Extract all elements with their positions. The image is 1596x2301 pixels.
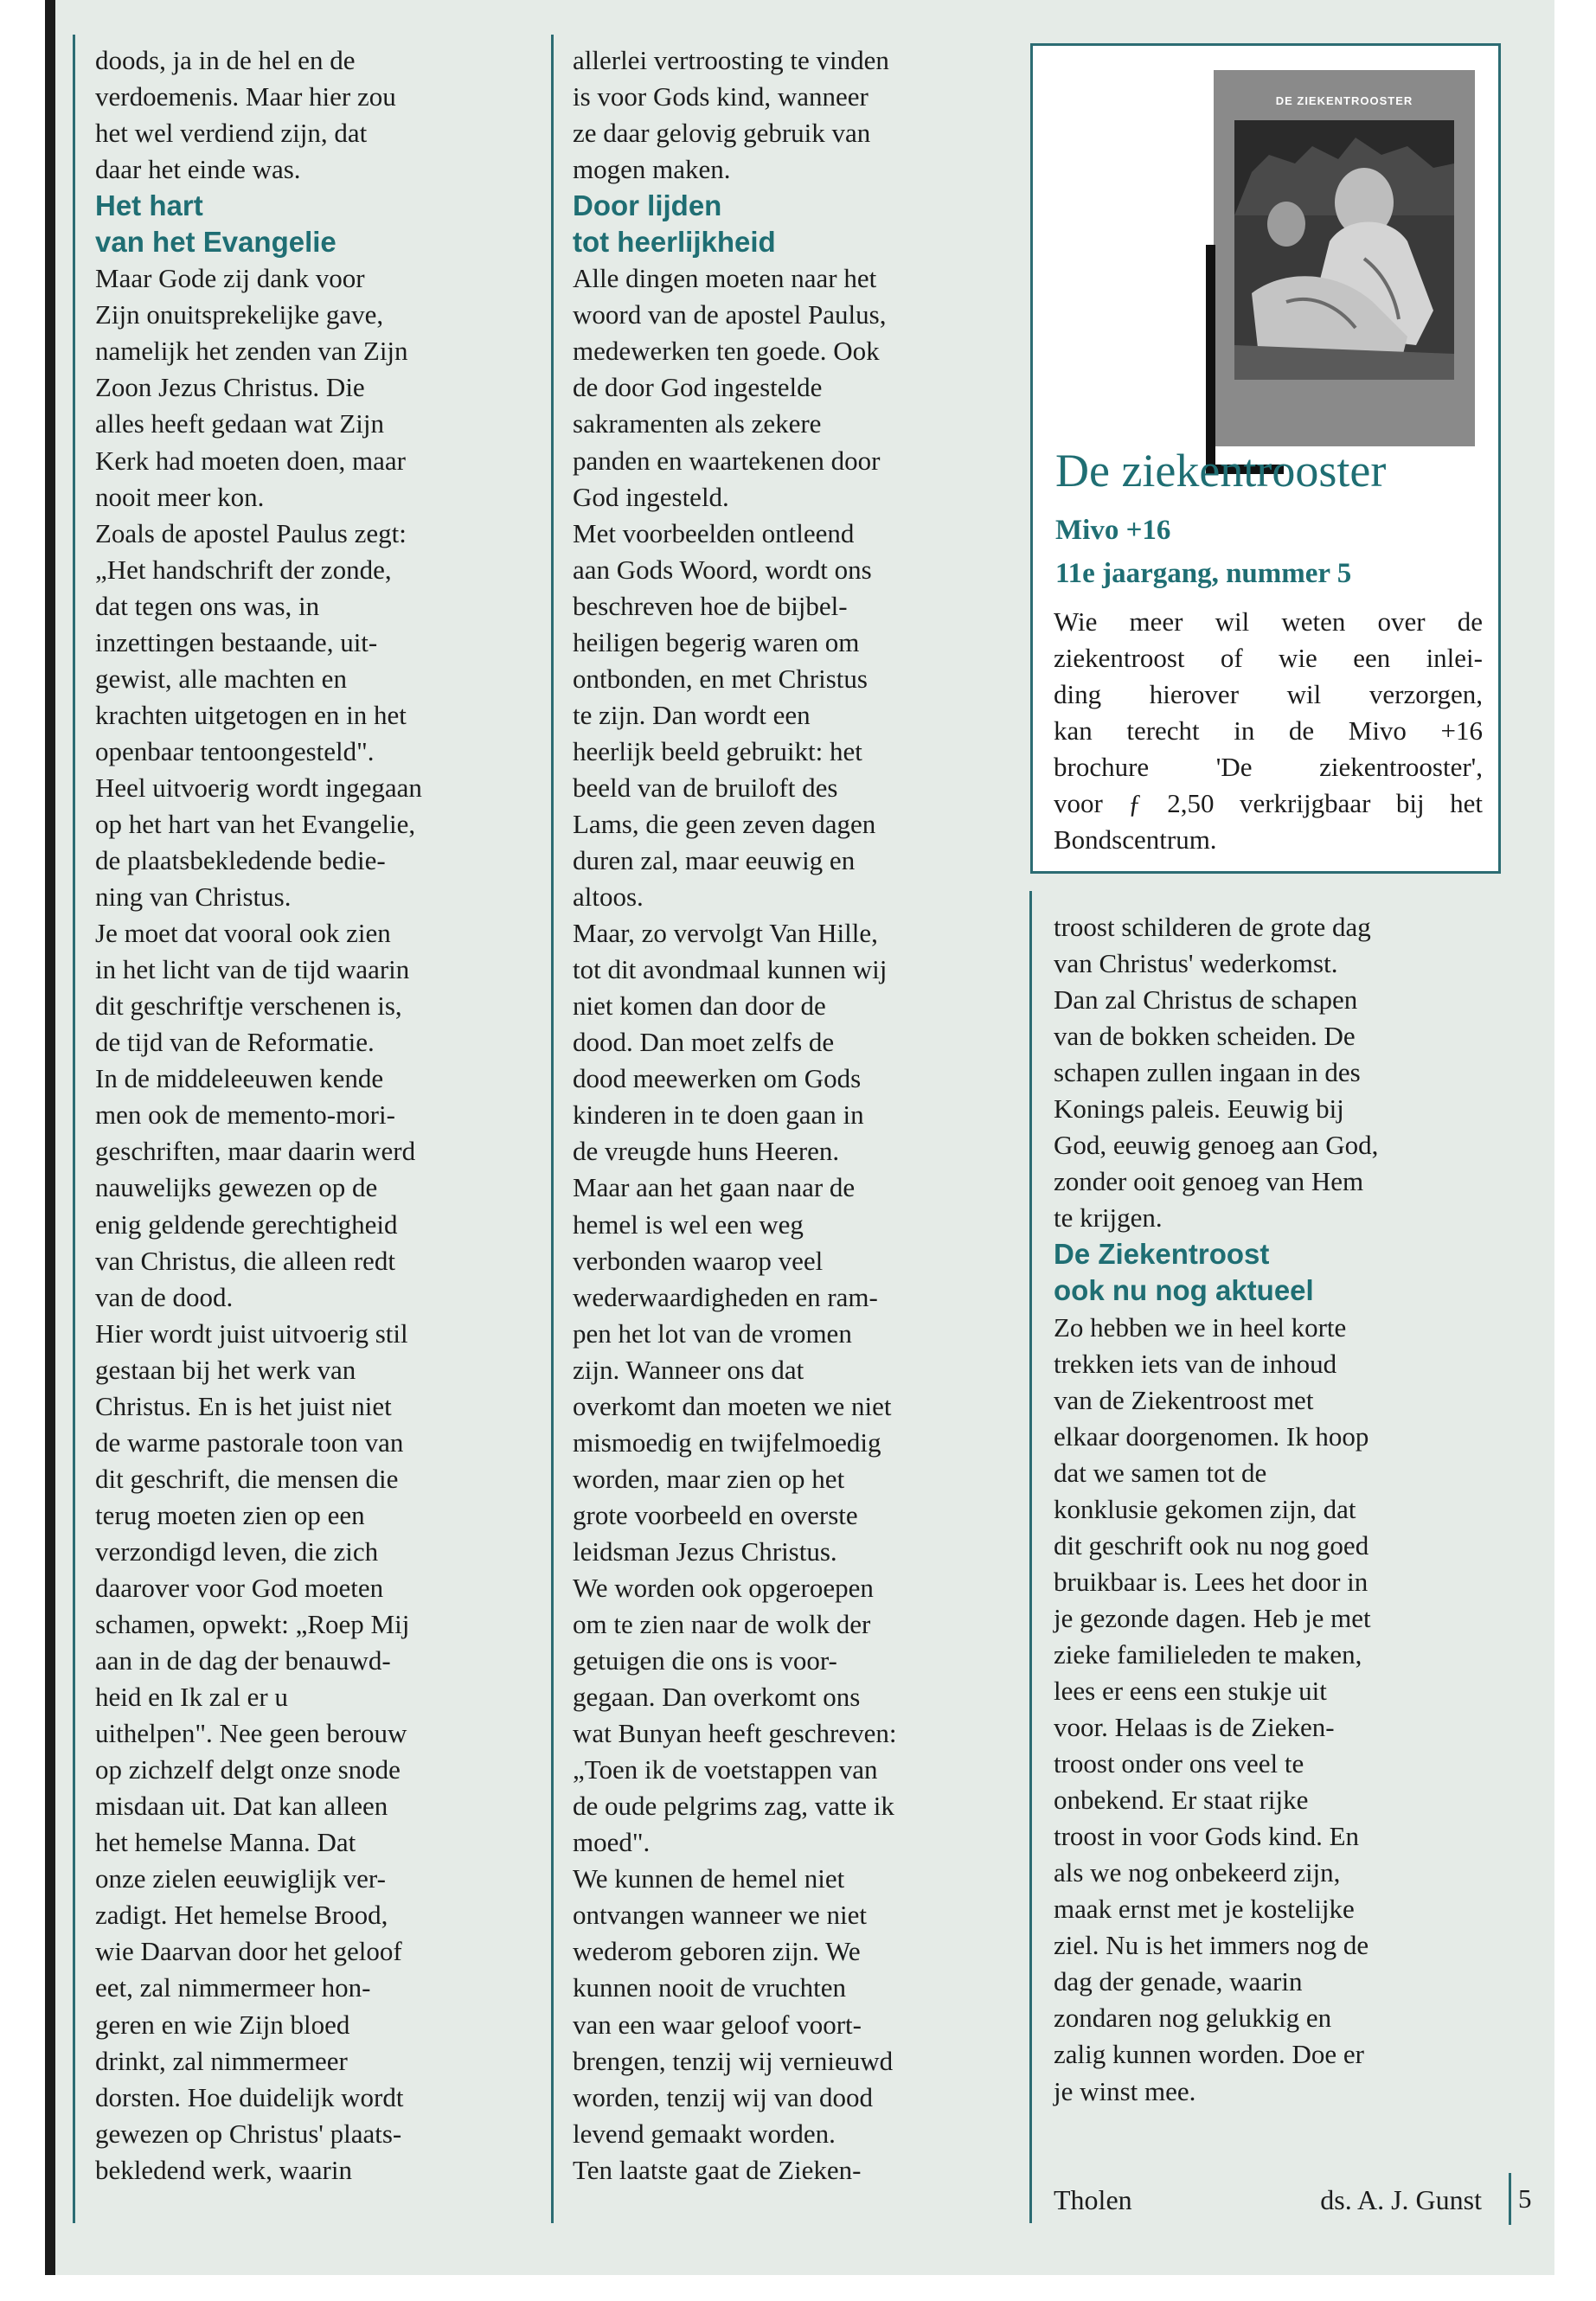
text-line: de door God ingestelde <box>573 372 823 403</box>
text-line: Hier wordt juist uitvoerig stil <box>95 1317 408 1349</box>
promo-text-line: ziekentroost of wie een inlei- <box>1054 643 1483 673</box>
page-margin-bottom <box>45 2275 1596 2301</box>
text-line: Zo hebben we in heel korte <box>1054 1311 1347 1343</box>
text-line: levend gemaakt worden. <box>573 2118 836 2149</box>
text-line: van de bokken scheiden. De <box>1054 1021 1356 1052</box>
text-line: van Christus' wederkomst. <box>1054 948 1338 979</box>
promo-text-line: voor ƒ 2,50 verkrijgbaar bij het <box>1054 788 1483 818</box>
text-line: nooit meer kon. <box>95 481 265 512</box>
text-line: leidsman Jezus Christus. <box>573 1535 837 1567</box>
text-line: aan Gods Woord, wordt ons <box>573 554 872 585</box>
text-line: Christus. En is het juist niet <box>95 1390 392 1421</box>
promo-text-line: Bondscentrum. <box>1054 824 1217 855</box>
column-rule <box>1029 891 1032 2223</box>
text-line: moed". <box>573 1827 651 1858</box>
text-line: verbonden waarop veel <box>573 1245 824 1276</box>
text-line: God ingesteld. <box>573 481 729 512</box>
text-line: het wel verdiend zijn, dat <box>95 118 368 149</box>
text-line: is voor Gods kind, wanneer <box>573 81 869 112</box>
text-line: zieke familieleden te maken, <box>1054 1638 1362 1670</box>
promo-text-line: ding hierover wil verzorgen, <box>1054 679 1483 709</box>
text-line: in het licht van de tijd waarin <box>95 954 410 985</box>
text-line: gewezen op Christus' plaats- <box>95 2118 402 2149</box>
signoff-author: ds. A. J. Gunst <box>1320 2184 1482 2215</box>
text-line: woord van de apostel Paulus, <box>573 299 887 330</box>
text-line: daarover voor God moeten <box>95 1572 384 1603</box>
text-line: We worden ook opgeroepen <box>573 1572 874 1603</box>
text-line: kunnen nooit de vruchten <box>573 1972 846 2003</box>
text-line: grote voorbeeld en overste <box>573 1499 858 1530</box>
text-line: de tijd van de Reformatie. <box>95 1027 375 1058</box>
text-line: Dan zal Christus de schapen <box>1054 984 1358 1016</box>
book-cover-title: DE ZIEKENTROOSTER <box>1275 94 1413 107</box>
text-line: inzettingen bestaande, uit- <box>95 626 378 657</box>
text-line: ziel. Nu is het immers nog de <box>1054 1930 1369 1961</box>
text-line: openbaar tentoongesteld". <box>95 735 375 766</box>
text-line: kinderen in te doen gaan in <box>573 1099 864 1131</box>
text-line: troost onder ons veel te <box>1054 1748 1304 1779</box>
text-line: beschreven hoe de bijbel- <box>573 590 848 621</box>
text-line: geren en wie Zijn bloed <box>95 2009 350 2040</box>
text-line: te krijgen. <box>1054 1202 1163 1234</box>
text-line: gestaan bij het werk van <box>95 1354 356 1385</box>
text-line: enig geldende gerechtigheid <box>95 1208 398 1240</box>
text-line: dit geschrift ook nu nog goed <box>1054 1529 1369 1561</box>
text-line: uithelpen". Nee geen berouw <box>95 1718 407 1749</box>
column-rule <box>551 35 554 2223</box>
text-line: zadigt. Het hemelse Brood, <box>95 1900 388 1931</box>
text-line: gewist, alle machten en <box>95 663 347 694</box>
section-heading-line: ook nu nog aktueel <box>1054 1274 1314 1307</box>
text-line: Zijn onuitsprekelijke gave, <box>95 299 384 330</box>
text-line: zondaren nog gelukkig en <box>1054 2003 1332 2034</box>
text-line: bruikbaar is. Lees het door in <box>1054 1566 1368 1597</box>
text-line: Lams, die geen zeven dagen <box>573 808 876 839</box>
text-line: God, eeuwig genoeg aan God, <box>1054 1130 1379 1161</box>
section-heading-line: De Ziekentroost <box>1054 1238 1270 1271</box>
text-line: namelijk het zenden van Zijn <box>95 336 408 367</box>
text-line: ontvangen wanneer we niet <box>573 1900 868 1931</box>
text-line: Met voorbeelden ontleend <box>573 517 855 548</box>
promo-text-line: Wie meer wil weten over de <box>1054 606 1483 637</box>
section-heading-line: tot heerlijkheid <box>573 226 776 259</box>
text-line: bekledend werk, waarin <box>95 2154 352 2185</box>
text-line: de oude pelgrims zag, vatte ik <box>573 1791 894 1822</box>
text-line: „Toen ik de voetstappen van <box>573 1754 878 1785</box>
text-line: voor. Helaas is de Zieken- <box>1054 1712 1335 1743</box>
text-line: Konings paleis. Eeuwig bij <box>1054 1093 1344 1125</box>
text-line: maak ernst met je kostelijke <box>1054 1894 1355 1925</box>
promo-series: Mivo +16 <box>1055 515 1171 546</box>
promo-text-line: kan terecht in de Mivo +16 <box>1054 715 1483 746</box>
text-line: trekken iets van de inhoud <box>1054 1348 1337 1379</box>
text-line: dat tegen ons was, in <box>95 590 320 621</box>
text-line: medewerken ten goede. Ook <box>573 336 880 367</box>
text-line: troost schilderen de grote dag <box>1054 912 1371 942</box>
text-line: Heel uitvoerig wordt ingegaan <box>95 772 422 803</box>
text-line: dorsten. Hoe duidelijk wordt <box>95 2081 404 2112</box>
text-line: mismoedig en twijfelmoedig <box>573 1426 881 1458</box>
book-spine-accent <box>1206 245 1215 474</box>
text-line: verzondigd leven, die zich <box>95 1535 379 1567</box>
article-column-3 <box>1054 909 1486 2110</box>
text-line: doods, ja in de hel en de <box>95 45 356 75</box>
text-line: schapen zullen ingaan in des <box>1054 1057 1361 1088</box>
text-line: terug moeten zien op een <box>95 1499 365 1530</box>
text-line: schamen, opwekt: „Roep Mij <box>95 1609 410 1640</box>
text-line: heid en Ik zal er u <box>95 1682 288 1713</box>
promo-body <box>1054 604 1483 858</box>
text-line: wie Daarvan door het geloof <box>95 1936 402 1967</box>
text-line: Ten laatste gaat de Zieken- <box>573 2154 862 2185</box>
text-line: worden, tenzij wij van dood <box>573 2081 873 2112</box>
text-line: om te zien naar de wolk der <box>573 1609 871 1640</box>
text-line: van de Ziekentroost met <box>1054 1384 1314 1415</box>
text-line: op het hart van het Evangelie, <box>95 808 416 839</box>
text-line: Maar, zo vervolgt Van Hille, <box>573 918 878 949</box>
section-heading-line: Door lijden <box>573 189 722 222</box>
text-line: aan in de dag der benauwd- <box>95 1645 391 1676</box>
text-line: als we nog onbekeerd zijn, <box>1054 1857 1341 1888</box>
text-line: duren zal, maar eeuwig en <box>573 845 856 876</box>
text-line: sakramenten als zekere <box>573 408 822 439</box>
text-line: konklusie gekomen zijn, dat <box>1054 1493 1356 1524</box>
text-line: zonder ooit genoeg van Hem <box>1054 1166 1364 1197</box>
text-line: de vreugde huns Heeren. <box>573 1136 840 1167</box>
book-promo-box <box>1030 43 1501 874</box>
section-heading-line: Het hart <box>95 189 203 222</box>
article-column-2 <box>573 42 1005 2189</box>
text-line: Je moet dat vooral ook zien <box>95 918 391 949</box>
text-line: je gezonde dagen. Heb je met <box>1054 1602 1371 1633</box>
text-line: In de middeleeuwen kende <box>95 1063 384 1094</box>
text-line: worden, maar zien op het <box>573 1463 845 1494</box>
text-line: dat we samen tot de <box>1054 1457 1267 1488</box>
text-line: hemel is wel een weg <box>573 1208 804 1240</box>
text-line: panden en waartekenen door <box>573 445 881 476</box>
text-line: Maar Gode zij dank voor <box>95 263 365 294</box>
text-line: Zoals de apostel Paulus zegt: <box>95 517 407 548</box>
text-line: wederwaardigheden en ram- <box>573 1281 878 1312</box>
text-line: dit geschrift, die mensen die <box>95 1463 399 1494</box>
text-line: wederom geboren zijn. We <box>573 1936 861 1967</box>
text-line: op zichzelf delgt onze snode <box>95 1754 401 1785</box>
text-line: alles heeft gedaan wat Zijn <box>95 408 384 439</box>
text-line: We kunnen de hemel niet <box>573 1863 845 1894</box>
text-line: daar het einde was. <box>95 154 301 185</box>
text-line: ze daar gelovig gebruik van <box>573 118 871 149</box>
promo-title: De ziekentrooster <box>1055 445 1387 497</box>
text-line: je winst mee. <box>1054 2075 1196 2106</box>
text-line: het hemelse Manna. Dat <box>95 1827 356 1858</box>
book-cover <box>1214 70 1475 446</box>
text-line: de warme pastorale toon van <box>95 1426 404 1458</box>
promo-text-line: brochure 'De ziekentrooster', <box>1054 752 1483 782</box>
text-line: mogen maken. <box>573 154 731 185</box>
text-line: beeld van de bruiloft des <box>573 772 838 803</box>
text-line: te zijn. Dan wordt een <box>573 699 811 730</box>
text-line: dit geschriftje verschenen is, <box>95 990 402 1022</box>
text-line: altoos. <box>573 881 644 913</box>
text-line: van Christus, die alleen redt <box>95 1245 395 1276</box>
text-line: van de dood. <box>95 1281 234 1312</box>
text-line: dag der genade, waarin <box>1054 1966 1303 1997</box>
text-line: wat Bunyan heeft geschreven: <box>573 1718 897 1749</box>
text-line: nauwelijks gewezen op de <box>95 1172 378 1203</box>
text-line: onze zielen eeuwiglijk ver- <box>95 1863 386 1894</box>
text-line: Zoon Jezus Christus. Die <box>95 372 365 403</box>
text-line: de plaatsbekledende bedie- <box>95 845 386 876</box>
text-line: men ook de memento-mori- <box>95 1099 395 1131</box>
text-line: van een waar geloof voort- <box>573 2009 862 2040</box>
text-line: troost in voor Gods kind. En <box>1054 1821 1360 1852</box>
text-line: brengen, tenzij wij vernieuwd <box>573 2045 894 2076</box>
text-line: ning van Christus. <box>95 881 292 913</box>
text-line: getuigen die ons is voor- <box>573 1645 837 1676</box>
text-line: drinkt, zal nimmermeer <box>95 2045 348 2076</box>
text-line: Kerk had moeten doen, maar <box>95 445 406 476</box>
text-line: zijn. Wanneer ons dat <box>573 1354 804 1385</box>
text-line: tot dit avondmaal kunnen wij <box>573 954 888 985</box>
text-line: heerlijk beeld gebruikt: het <box>573 735 862 766</box>
text-line: gegaan. Dan overkomt ons <box>573 1682 861 1713</box>
column-rule <box>73 35 75 2223</box>
text-line: overkomt dan moeten we niet <box>573 1390 892 1421</box>
text-line: verdoemenis. Maar hier zou <box>95 81 396 112</box>
promo-issue: 11e jaargang, nummer 5 <box>1055 558 1352 589</box>
text-line: elkaar doorgenomen. Ik hoop <box>1054 1420 1369 1452</box>
text-line: Maar aan het gaan naar de <box>573 1172 856 1203</box>
signoff-place: Tholen <box>1054 2184 1132 2215</box>
article-column-1 <box>95 42 523 2189</box>
text-line: eet, zal nimmermeer hon- <box>95 1972 371 2003</box>
text-line: onbekend. Er staat rijke <box>1054 1785 1309 1816</box>
text-line: lees er eens een stukje uit <box>1054 1675 1327 1706</box>
page-number: 5 <box>1509 2173 1550 2225</box>
text-line: allerlei vertroosting te vinden <box>573 45 889 75</box>
text-line: heiligen begerig waren om <box>573 626 860 657</box>
text-line: pen het lot van de vromen <box>573 1317 852 1349</box>
text-line: zalig kunnen worden. Doe er <box>1054 2039 1364 2070</box>
text-line: „Het handschrift der zonde, <box>95 554 392 585</box>
page-margin-right <box>1554 0 1596 2301</box>
text-line: krachten uitgetogen en in het <box>95 699 407 730</box>
binding-edge <box>45 0 55 2301</box>
section-heading-line: van het Evangelie <box>95 226 337 259</box>
text-line: misdaan uit. Dat kan alleen <box>95 1791 388 1822</box>
book-cover-illustration <box>1234 120 1454 380</box>
text-line: geschriften, maar daarin werd <box>95 1136 416 1167</box>
text-line: niet komen dan door de <box>573 990 826 1022</box>
text-line: dood meewerken om Gods <box>573 1063 862 1094</box>
text-line: Alle dingen moeten naar het <box>573 263 877 294</box>
text-line: dood. Dan moet zelfs de <box>573 1027 835 1058</box>
text-line: ontbonden, en met Christus <box>573 663 868 694</box>
